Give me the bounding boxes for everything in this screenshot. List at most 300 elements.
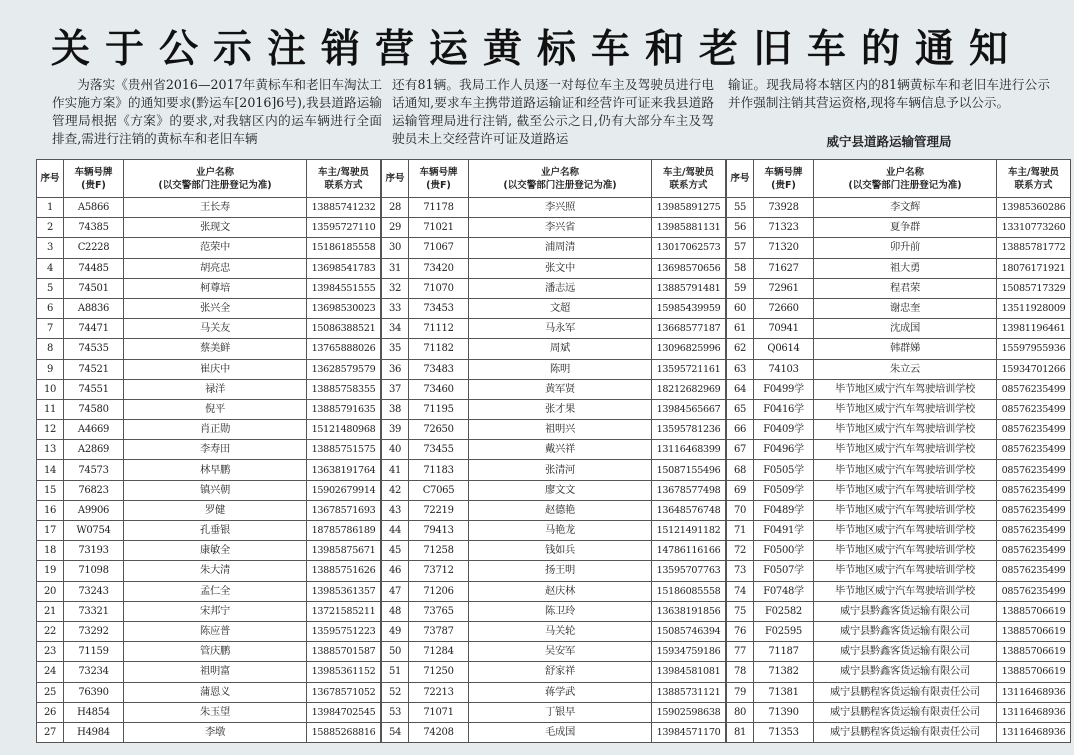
table-row: [727, 581, 1071, 601]
row-plate: F0489学: [754, 500, 814, 520]
row-owner: 李墩: [124, 722, 307, 742]
row-plate: 74485: [64, 258, 124, 278]
table-row: [382, 198, 726, 218]
row-plate: 73234: [64, 662, 124, 682]
table-row: [37, 258, 381, 278]
row-plate: 71250: [409, 662, 469, 682]
row-plate: 71195: [409, 399, 469, 419]
table-row: [37, 319, 381, 339]
row-plate: F0491学: [754, 521, 814, 541]
table-row: [37, 662, 381, 682]
row-plate: 71284: [409, 642, 469, 662]
row-owner: 李寿田: [124, 440, 307, 460]
row-phone: 13595707763: [652, 561, 726, 581]
issuer-signature: 威宁县道路运输管理局: [826, 134, 952, 149]
row-plate: 71067: [409, 238, 469, 258]
row-owner: 马艳龙: [469, 521, 652, 541]
row-phone: 18212682969: [652, 379, 726, 399]
table-row: [727, 278, 1071, 298]
vehicle-table-right: [726, 159, 1071, 743]
row-owner: 张现文: [124, 218, 307, 238]
row-owner: 胡亮忠: [124, 258, 307, 278]
row-plate: 71112: [409, 319, 469, 339]
row-owner: 韩群娣: [814, 339, 997, 359]
row-seq: 49: [382, 621, 409, 641]
row-owner: 毕节地区威宁汽车驾驶培训学校: [814, 460, 997, 480]
table-row: [37, 278, 381, 298]
row-owner: 林早鹏: [124, 460, 307, 480]
row-plate: 71187: [754, 642, 814, 662]
row-plate: F0496学: [754, 440, 814, 460]
row-plate: 73787: [409, 621, 469, 641]
row-owner: 威宁县鹏程客货运输有限责任公司: [814, 722, 997, 742]
row-phone: 15985439959: [652, 298, 726, 318]
row-seq: 36: [382, 359, 409, 379]
table-row: [382, 541, 726, 561]
row-owner: 毕节地区威宁汽车驾驶培训学校: [814, 440, 997, 460]
row-plate: 79413: [409, 521, 469, 541]
row-phone: 08576235499: [997, 541, 1071, 561]
row-owner: 马关友: [124, 319, 307, 339]
row-plate: F0509学: [754, 480, 814, 500]
row-plate: F0748学: [754, 581, 814, 601]
row-phone: 15087155496: [652, 460, 726, 480]
row-phone: 13116468936: [997, 702, 1071, 722]
row-phone: 13885791481: [652, 278, 726, 298]
row-seq: 31: [382, 258, 409, 278]
row-seq: 12: [37, 420, 64, 440]
row-seq: 51: [382, 662, 409, 682]
row-phone: 14786116166: [652, 541, 726, 561]
row-phone: 13638191764: [307, 460, 381, 480]
row-owner: 钱如兵: [469, 541, 652, 561]
row-seq: 76: [727, 621, 754, 641]
row-owner: 范荣中: [124, 238, 307, 258]
row-phone: 15885268816: [307, 722, 381, 742]
row-plate: F02582: [754, 601, 814, 621]
vehicle-table-middle: [381, 159, 726, 743]
row-phone: 13511928009: [997, 298, 1071, 318]
row-plate: 74385: [64, 218, 124, 238]
row-phone: 13885701587: [307, 642, 381, 662]
table-row: [382, 621, 726, 641]
row-owner: 潘志远: [469, 278, 652, 298]
row-plate: 76823: [64, 480, 124, 500]
table-row: [727, 601, 1071, 621]
row-seq: 9: [37, 359, 64, 379]
row-plate: 71021: [409, 218, 469, 238]
row-plate: 74208: [409, 722, 469, 742]
row-phone: 08576235499: [997, 420, 1071, 440]
table-row: [37, 198, 381, 218]
row-phone: 13984571170: [652, 722, 726, 742]
row-plate: 73928: [754, 198, 814, 218]
row-seq: 24: [37, 662, 64, 682]
header-phone: 车主/驾驶员 联系方式: [997, 160, 1071, 198]
row-owner: 蔡美鲜: [124, 339, 307, 359]
row-seq: 8: [37, 339, 64, 359]
row-seq: 5: [37, 278, 64, 298]
row-phone: 13885758355: [307, 379, 381, 399]
row-owner: 毕节地区威宁汽车驾驶培训学校: [814, 480, 997, 500]
row-owner: 张兴全: [124, 298, 307, 318]
row-owner: 程君荣: [814, 278, 997, 298]
row-owner: 毕节地区威宁汽车驾驶培训学校: [814, 581, 997, 601]
row-seq: 52: [382, 682, 409, 702]
table-row: [37, 339, 381, 359]
header-owner: 业户名称 (以交警部门注册登记为准): [814, 160, 997, 198]
row-phone: 08576235499: [997, 460, 1071, 480]
row-seq: 45: [382, 541, 409, 561]
table-row: [382, 298, 726, 318]
row-seq: 59: [727, 278, 754, 298]
table-row: [727, 379, 1071, 399]
row-plate: F0416学: [754, 399, 814, 419]
row-plate: 72660: [754, 298, 814, 318]
row-plate: 73420: [409, 258, 469, 278]
row-seq: 19: [37, 561, 64, 581]
row-plate: 71320: [754, 238, 814, 258]
row-plate: 71382: [754, 662, 814, 682]
row-seq: 15: [37, 480, 64, 500]
header-owner: 业户名称 (以交警部门注册登记为准): [469, 160, 652, 198]
row-owner: 罗健: [124, 500, 307, 520]
table-row: [727, 682, 1071, 702]
row-plate: 73243: [64, 581, 124, 601]
row-owner: 陈明: [469, 359, 652, 379]
row-seq: 64: [727, 379, 754, 399]
row-seq: 21: [37, 601, 64, 621]
row-plate: 71353: [754, 722, 814, 742]
row-phone: 13595751223: [307, 621, 381, 641]
row-seq: 71: [727, 521, 754, 541]
row-phone: 13116468936: [997, 682, 1071, 702]
row-plate: 72961: [754, 278, 814, 298]
table-row: [382, 500, 726, 520]
row-seq: 46: [382, 561, 409, 581]
row-phone: 13885791635: [307, 399, 381, 419]
row-plate: 71098: [64, 561, 124, 581]
row-phone: 08576235499: [997, 581, 1071, 601]
row-seq: 40: [382, 440, 409, 460]
row-owner: 威宁县黔鑫客货运输有限公司: [814, 642, 997, 662]
row-seq: 27: [37, 722, 64, 742]
row-seq: 72: [727, 541, 754, 561]
row-seq: 43: [382, 500, 409, 520]
row-phone: 13984551555: [307, 278, 381, 298]
row-seq: 73: [727, 561, 754, 581]
row-owner: 戴兴祥: [469, 440, 652, 460]
row-plate: 74580: [64, 399, 124, 419]
row-seq: 18: [37, 541, 64, 561]
row-seq: 13: [37, 440, 64, 460]
table-row: [37, 500, 381, 520]
row-plate: 71159: [64, 642, 124, 662]
row-plate: 72219: [409, 500, 469, 520]
row-owner: 张清河: [469, 460, 652, 480]
header-seq: 序号: [37, 160, 64, 198]
row-owner: 崔庆中: [124, 359, 307, 379]
header-plate: 车辆号牌 (贵F): [64, 160, 124, 198]
row-phone: 13678571693: [307, 500, 381, 520]
row-phone: 15085717329: [997, 278, 1071, 298]
row-phone: 13096825996: [652, 339, 726, 359]
row-phone: 13017062573: [652, 238, 726, 258]
row-plate: A2869: [64, 440, 124, 460]
table-row: [37, 298, 381, 318]
row-seq: 34: [382, 319, 409, 339]
table-row: [727, 238, 1071, 258]
table-row: [727, 399, 1071, 419]
row-phone: 08576235499: [997, 440, 1071, 460]
row-seq: 62: [727, 339, 754, 359]
row-seq: 44: [382, 521, 409, 541]
row-phone: 08576235499: [997, 500, 1071, 520]
table-row: [37, 359, 381, 379]
row-plate: F0505学: [754, 460, 814, 480]
row-plate: 74471: [64, 319, 124, 339]
table-row: [37, 682, 381, 702]
row-phone: 13985891275: [652, 198, 726, 218]
row-plate: 73483: [409, 359, 469, 379]
row-owner: 文超: [469, 298, 652, 318]
row-plate: 71390: [754, 702, 814, 722]
row-phone: 13885741232: [307, 198, 381, 218]
row-phone: 15934759186: [652, 642, 726, 662]
row-seq: 41: [382, 460, 409, 480]
table-row: [37, 238, 381, 258]
row-owner: 威宁县黔鑫客货运输有限公司: [814, 601, 997, 621]
table-row: [382, 440, 726, 460]
table-row: [727, 480, 1071, 500]
row-owner: 威宁县鹏程客货运输有限责任公司: [814, 702, 997, 722]
row-owner: 赵庆林: [469, 581, 652, 601]
row-plate: F0507学: [754, 561, 814, 581]
row-seq: 28: [382, 198, 409, 218]
row-plate: F0500学: [754, 541, 814, 561]
row-phone: 18076171921: [997, 258, 1071, 278]
table-row: [727, 722, 1071, 742]
row-plate: H4854: [64, 702, 124, 722]
row-seq: 65: [727, 399, 754, 419]
table-row: [382, 702, 726, 722]
row-owner: 孟仁全: [124, 581, 307, 601]
row-seq: 4: [37, 258, 64, 278]
table-row: [382, 642, 726, 662]
table-row: [382, 359, 726, 379]
row-plate: 72213: [409, 682, 469, 702]
row-plate: 74521: [64, 359, 124, 379]
row-owner: 朱立云: [814, 359, 997, 379]
row-plate: 73712: [409, 561, 469, 581]
table-row: [727, 440, 1071, 460]
row-seq: 2: [37, 218, 64, 238]
row-seq: 6: [37, 298, 64, 318]
row-seq: 17: [37, 521, 64, 541]
row-phone: 13885706619: [997, 621, 1071, 641]
row-plate: Q0614: [754, 339, 814, 359]
row-seq: 70: [727, 500, 754, 520]
intro-paragraph-1: 为落实《贵州省2016—2017年黄标车和老旧车淘汰工作实施方案》的通知要求(黔运车[2016]6号),我县道路运输管理局根据《方案》的要求,对我辖区内的运车辆进行全面排查,需进行注销的黄标车和老旧车辆: [52, 77, 382, 146]
row-seq: 38: [382, 399, 409, 419]
row-owner: 周斌: [469, 339, 652, 359]
table-row: [727, 662, 1071, 682]
row-phone: 13698570656: [652, 258, 726, 278]
row-seq: 10: [37, 379, 64, 399]
row-seq: 32: [382, 278, 409, 298]
row-plate: A5866: [64, 198, 124, 218]
table-row: [727, 339, 1071, 359]
row-plate: A8836: [64, 298, 124, 318]
row-plate: 71206: [409, 581, 469, 601]
row-seq: 53: [382, 702, 409, 722]
row-phone: 13698530023: [307, 298, 381, 318]
row-owner: 毕节地区威宁汽车驾驶培训学校: [814, 521, 997, 541]
table-row: [727, 218, 1071, 238]
row-owner: 陈应普: [124, 621, 307, 641]
row-plate: 74103: [754, 359, 814, 379]
table-row: [382, 278, 726, 298]
table-row: [382, 480, 726, 500]
row-owner: 柯尊培: [124, 278, 307, 298]
row-phone: 13885706619: [997, 601, 1071, 621]
row-seq: 61: [727, 319, 754, 339]
row-phone: 08576235499: [997, 379, 1071, 399]
row-seq: 16: [37, 500, 64, 520]
table-row: [727, 500, 1071, 520]
row-seq: 42: [382, 480, 409, 500]
table-row: [37, 621, 381, 641]
row-phone: 13595727110: [307, 218, 381, 238]
table-row: [382, 662, 726, 682]
row-seq: 33: [382, 298, 409, 318]
table-row: [727, 521, 1071, 541]
row-seq: 56: [727, 218, 754, 238]
table-row: [727, 460, 1071, 480]
row-seq: 63: [727, 359, 754, 379]
row-owner: 舒家祥: [469, 662, 652, 682]
row-owner: 祖明兴: [469, 420, 652, 440]
row-plate: 74551: [64, 379, 124, 399]
row-owner: 王长寿: [124, 198, 307, 218]
row-plate: 73321: [64, 601, 124, 621]
row-seq: 80: [727, 702, 754, 722]
row-phone: 13595721161: [652, 359, 726, 379]
row-phone: 13698541783: [307, 258, 381, 278]
table-row: [382, 460, 726, 480]
row-seq: 20: [37, 581, 64, 601]
row-owner: 镇兴朝: [124, 480, 307, 500]
table-row: [37, 420, 381, 440]
table-row: [727, 541, 1071, 561]
table-header-row: [727, 160, 1071, 198]
row-owner: 廖文文: [469, 480, 652, 500]
row-phone: 15186185558: [307, 238, 381, 258]
row-owner: 李兴省: [469, 218, 652, 238]
row-seq: 14: [37, 460, 64, 480]
table-row: [382, 420, 726, 440]
row-plate: 71182: [409, 339, 469, 359]
row-seq: 57: [727, 238, 754, 258]
row-plate: F02595: [754, 621, 814, 641]
row-plate: A4669: [64, 420, 124, 440]
header-owner: 业户名称 (以交警部门注册登记为准): [124, 160, 307, 198]
table-row: [382, 601, 726, 621]
row-plate: 76390: [64, 682, 124, 702]
table-row: [382, 561, 726, 581]
row-plate: C2228: [64, 238, 124, 258]
row-phone: 08576235499: [997, 521, 1071, 541]
row-owner: 吴安军: [469, 642, 652, 662]
row-plate: 73193: [64, 541, 124, 561]
row-phone: 13985361357: [307, 581, 381, 601]
table-row: [727, 642, 1071, 662]
row-owner: 康敏全: [124, 541, 307, 561]
row-owner: 毛成国: [469, 722, 652, 742]
row-phone: 13985361152: [307, 662, 381, 682]
row-phone: 13984565667: [652, 399, 726, 419]
table-row: [37, 480, 381, 500]
row-plate: 71178: [409, 198, 469, 218]
row-owner: 张才果: [469, 399, 652, 419]
row-owner: 蒲恩义: [124, 682, 307, 702]
row-owner: 威宁县鹏程客货运输有限责任公司: [814, 682, 997, 702]
row-plate: 73460: [409, 379, 469, 399]
row-plate: W0754: [64, 521, 124, 541]
row-phone: 13628579579: [307, 359, 381, 379]
row-seq: 50: [382, 642, 409, 662]
row-owner: 管庆鹏: [124, 642, 307, 662]
table-row: [382, 682, 726, 702]
row-plate: 71070: [409, 278, 469, 298]
row-phone: 13885751575: [307, 440, 381, 460]
row-phone: 15121480968: [307, 420, 381, 440]
row-phone: 13668577187: [652, 319, 726, 339]
row-plate: 74501: [64, 278, 124, 298]
header-plate: 车辆号牌 (贵F): [754, 160, 814, 198]
row-seq: 48: [382, 601, 409, 621]
row-seq: 1: [37, 198, 64, 218]
row-owner: 毕节地区威宁汽车驾驶培训学校: [814, 420, 997, 440]
row-seq: 69: [727, 480, 754, 500]
row-owner: 马永军: [469, 319, 652, 339]
intro-paragraph-3: 输证。现我局将本辖区内的81辆黄标车和老旧车进行公示并作强制注销其营运资格,现将车辆信息予以公示。: [728, 77, 1050, 110]
table-row: [37, 642, 381, 662]
row-owner: 夏争群: [814, 218, 997, 238]
row-phone: 15186085558: [652, 581, 726, 601]
row-owner: 浦周清: [469, 238, 652, 258]
table-row: [382, 218, 726, 238]
row-plate: 71381: [754, 682, 814, 702]
row-phone: 13765888026: [307, 339, 381, 359]
row-owner: 肖正勋: [124, 420, 307, 440]
row-owner: 黄军贤: [469, 379, 652, 399]
row-phone: 13985360286: [997, 198, 1071, 218]
table-row: [727, 298, 1071, 318]
table-row: [37, 561, 381, 581]
row-owner: 赵德艳: [469, 500, 652, 520]
row-seq: 68: [727, 460, 754, 480]
table-row: [382, 399, 726, 419]
table-row: [37, 702, 381, 722]
row-plate: F0499学: [754, 379, 814, 399]
row-owner: 禄洋: [124, 379, 307, 399]
row-seq: 75: [727, 601, 754, 621]
row-seq: 22: [37, 621, 64, 641]
row-seq: 55: [727, 198, 754, 218]
header-phone: 车主/驾驶员 联系方式: [652, 160, 726, 198]
table-row: [37, 581, 381, 601]
